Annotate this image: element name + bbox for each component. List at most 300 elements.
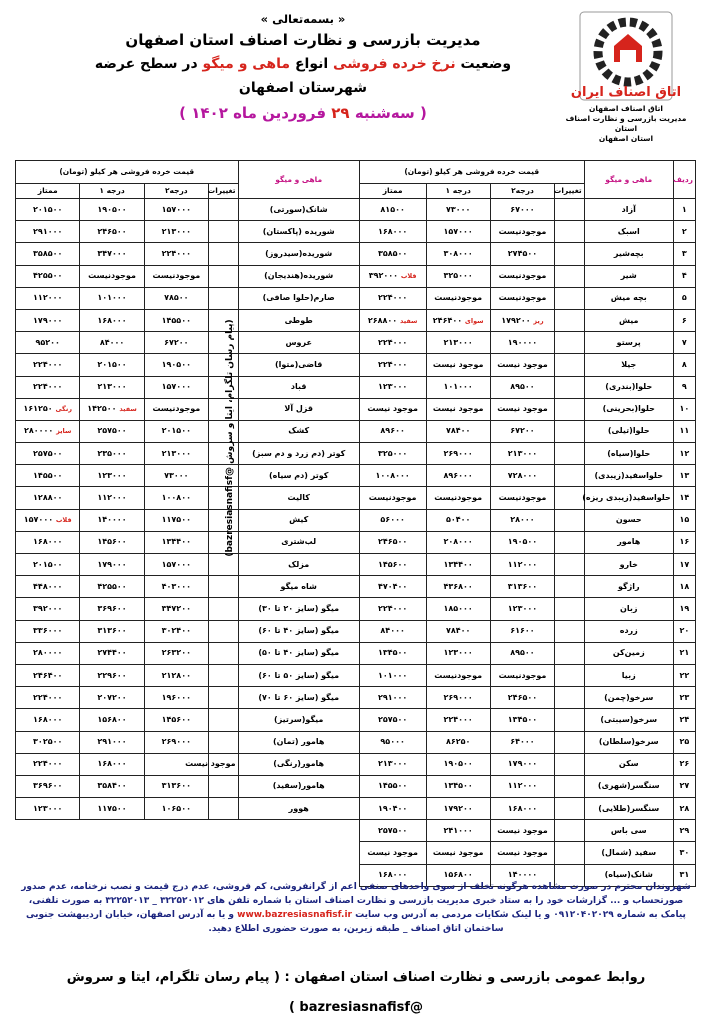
price-grade1-left: ۲۰۷۲۰۰ — [80, 687, 144, 709]
price-premium-left: ۱۶۸۰۰۰ — [16, 709, 80, 731]
price-change — [555, 531, 585, 553]
fish-name-left: کیش — [238, 509, 359, 531]
price-change — [555, 443, 585, 465]
row-number: ۱۸ — [673, 576, 695, 598]
row-number: ۱۰ — [673, 398, 695, 420]
row-number: ۲۳ — [673, 687, 695, 709]
row-number: ۱۷ — [673, 554, 695, 576]
table-row — [16, 332, 696, 354]
price-premium: ۲۴۶۵۰۰ — [359, 531, 426, 553]
fish-name-left: کوتر (دم زرد و دم سبز) — [238, 443, 359, 465]
price-grade2-left: ۶۷۲۰۰ — [144, 332, 208, 354]
price-grade1-left: موجودنیست — [80, 265, 144, 287]
price-grade2: ۸۹۵۰۰ — [490, 376, 554, 398]
price-grade2: موجود نیست — [490, 354, 554, 376]
price-grade1-left: ۳۴۷۰۰۰ — [80, 243, 144, 265]
row-number: ۳۱ — [673, 864, 695, 886]
fish-name: شانک(سیاه) — [584, 864, 673, 886]
price-grade1-left: ۴۲۵۵۰۰ — [80, 576, 144, 598]
price-grade1: ۷۸۴۰۰ — [426, 620, 490, 642]
price-change-left — [208, 598, 238, 620]
price-change-left — [208, 642, 238, 664]
table-row — [16, 509, 696, 531]
price-grade1: ۵۰۴۰۰ — [426, 509, 490, 531]
fish-name-left: هوور — [238, 798, 359, 820]
price-grade2-value: ۱۷۹۲۰۰ — [501, 315, 531, 325]
price-premium: ۲۲۴۰۰۰ — [359, 598, 426, 620]
price-premium: ۸۱۵۰۰ — [359, 199, 426, 221]
price-grade1-left: ۱۹۰۵۰۰ — [80, 199, 144, 221]
col-premium-right: ممتاز — [359, 184, 426, 199]
fish-name-left: میگو (سایز ۴۰ تا ۶۰) — [238, 620, 359, 642]
row-number: ۱۴ — [673, 487, 695, 509]
fish-name: آزاد — [584, 199, 673, 221]
price-premium-left: ۲۰۱۵۰۰ — [16, 199, 80, 221]
price-premium: ۸۹۶۰۰ — [359, 420, 426, 442]
col-premium-left: ممتاز — [16, 184, 80, 199]
price-premium: ۱۴۵۵۰۰ — [359, 775, 426, 797]
table-row — [16, 642, 696, 664]
row-number: ۲۹ — [673, 820, 695, 842]
price-change — [555, 753, 585, 775]
fish-name-left: میگو (سایز ۵۰ تا ۶۰) — [238, 664, 359, 686]
price-grade1: ۲۰۸۰۰۰ — [426, 531, 490, 553]
price-grade2-left: ۳۱۳۶۰۰ — [144, 775, 208, 797]
table-row — [16, 465, 696, 487]
price-premium-left: ۲۲۴۰۰۰ — [16, 687, 80, 709]
col-d2-left: درجه۲ — [144, 184, 208, 199]
table-row — [16, 798, 696, 820]
price-premium-left: ۲۸۰۰۰۰ — [16, 642, 80, 664]
fish-name-left: طوطی — [238, 309, 359, 331]
row-number: ۶ — [673, 309, 695, 331]
price-grade1: ۳۲۵۰۰۰ — [426, 265, 490, 287]
price-change — [555, 598, 585, 620]
price-grade2: ۶۷۰۰۰ — [490, 199, 554, 221]
price-grade2-left: ۱۴۵۵۰۰ — [144, 309, 208, 331]
price-grade1-left: ۱۱۷۵۰۰ — [80, 798, 144, 820]
fish-name-left: هامور(رنگی) — [238, 753, 359, 775]
price-premium-left-value: ۱۵۷۰۰۰ — [23, 515, 54, 525]
price-grade2-left: ۱۹۰۵۰۰ — [144, 354, 208, 376]
price-change — [555, 309, 585, 331]
table-row — [16, 287, 696, 309]
fish-name: زرده — [584, 620, 673, 642]
row-number: ۳ — [673, 243, 695, 265]
price-premium-left: ۲۹۱۰۰۰ — [16, 221, 80, 243]
row-number: ۱ — [673, 199, 695, 221]
price-grade2-left: ۳۰۲۴۰۰ — [144, 620, 208, 642]
price-change — [555, 265, 585, 287]
gear-logo-icon — [570, 8, 682, 104]
row-number: ۲۷ — [673, 775, 695, 797]
fish-name-left: میگو(سرتیز) — [238, 709, 359, 731]
price-premium — [359, 309, 426, 331]
price-grade1-left — [80, 398, 144, 420]
price-grade1: موجودنیست — [426, 487, 490, 509]
col-change-left: تغییرات — [208, 184, 238, 199]
price-change — [555, 221, 585, 243]
fish-name: حلوا(بندری) — [584, 376, 673, 398]
price-grade1: ۲۱۳۰۰۰ — [426, 332, 490, 354]
price-grade2-left: ۱۱۷۵۰۰ — [144, 509, 208, 531]
price-grade2: ۸۹۵۰۰ — [490, 642, 554, 664]
table-row — [16, 221, 696, 243]
fish-name: سکن — [584, 753, 673, 775]
price-grade2-left: ۱۴۵۶۰۰ — [144, 709, 208, 731]
price-grade2: ۱۶۸۰۰۰ — [490, 798, 554, 820]
price-change-left — [208, 199, 238, 221]
price-grade2-left: ۱۹۶۰۰۰ — [144, 687, 208, 709]
row-number: ۲۲ — [673, 664, 695, 686]
basmala: « بسمه‌تعالی » — [260, 12, 346, 26]
price-grade2 — [490, 309, 554, 331]
row-number: ۴ — [673, 265, 695, 287]
price-grade2-left: ۲۱۳۰۰۰ — [144, 443, 208, 465]
price-grade2: موجودنیست — [490, 221, 554, 243]
price-premium: ۱۹۰۴۰۰ — [359, 798, 426, 820]
price-grade2-left: ۲۱۳۰۰۰ — [144, 221, 208, 243]
price-premium-left-tag: رنگی — [55, 405, 73, 414]
price-grade1: موجود نیست — [426, 842, 490, 864]
price-premium-left — [16, 398, 80, 420]
row-number: ۸ — [673, 354, 695, 376]
price-grade1-left: ۱۴۵۶۰۰ — [80, 531, 144, 553]
col-name-left: ماهی و میگو — [238, 161, 359, 199]
col-d1-left: درجه ۱ — [80, 184, 144, 199]
price-premium: ۱۴۵۶۰۰ — [359, 554, 426, 576]
price-change-left — [208, 620, 238, 642]
table-row — [16, 398, 696, 420]
price-grade1-left: ۲۰۱۵۰۰ — [80, 354, 144, 376]
price-premium: ۲۵۷۵۰۰ — [359, 709, 426, 731]
row-number: ۲۱ — [673, 642, 695, 664]
fish-name: سنگسر(طلایی) — [584, 798, 673, 820]
price-grade2-left: موجودنیست — [144, 398, 208, 420]
fish-name-left: کالیت — [238, 487, 359, 509]
price-grade1: ۲۴۱۰۰۰ — [426, 820, 490, 842]
price-grade2: موجود نیست — [490, 842, 554, 864]
fish-name: زمین‌کن — [584, 642, 673, 664]
col-d2-right: درجه۲ — [490, 184, 554, 199]
fish-name-left: میگو (سایز ۶۰ تا ۷۰) — [238, 687, 359, 709]
logo-brand: اتاق اصناف ایران — [570, 85, 682, 100]
price-premium: ۲۵۷۵۰۰ — [359, 820, 426, 842]
price-premium-left: ۳۹۲۰۰۰ — [16, 598, 80, 620]
table-row — [16, 199, 696, 221]
price-change-left — [208, 687, 238, 709]
price-grade1-left: ۲۱۳۰۰۰ — [80, 376, 144, 398]
fish-name-left: شاه میگو — [238, 576, 359, 598]
fish-name: هامور — [584, 531, 673, 553]
price-premium-tag: سفید — [399, 316, 418, 325]
table-row — [16, 753, 696, 775]
price-grade2: موجود نیست — [490, 820, 554, 842]
price-grade2: ۶۱۶۰۰ — [490, 620, 554, 642]
price-premium-tag: قلاب — [400, 272, 417, 281]
table-row — [16, 820, 696, 842]
price-grade1: ۴۳۶۸۰۰ — [426, 576, 490, 598]
price-grade1: ۱۵۶۸۰۰ — [426, 864, 490, 886]
row-number: ۱۲ — [673, 443, 695, 465]
price-table-body — [16, 161, 696, 887]
price-grade2: ۱۳۴۵۰۰ — [490, 709, 554, 731]
empty-area — [16, 820, 360, 887]
price-change — [555, 354, 585, 376]
price-grade2-left: ۱۵۷۰۰۰ — [144, 199, 208, 221]
table-row — [16, 243, 696, 265]
row-number: ۹ — [673, 376, 695, 398]
fish-name-left: عروس — [238, 332, 359, 354]
price-grade2: ۱۹۰۵۰۰ — [490, 531, 554, 553]
price-grade2-left: ۱۵۷۰۰۰ — [144, 554, 208, 576]
price-premium: ۲۲۴۰۰۰ — [359, 332, 426, 354]
price-grade1-left: ۲۲۹۶۰۰ — [80, 664, 144, 686]
fish-name: بچه‌شیر — [584, 243, 673, 265]
price-grade1: ۱۳۴۵۰۰ — [426, 775, 490, 797]
price-grade1: ۲۶۹۰۰۰ — [426, 443, 490, 465]
price-grade1-left: ۱۶۸۰۰۰ — [80, 309, 144, 331]
table-row — [16, 376, 696, 398]
price-change — [555, 487, 585, 509]
price-grade1: ۳۰۸۰۰۰ — [426, 243, 490, 265]
price-grade1-left: ۱۱۲۰۰۰ — [80, 487, 144, 509]
price-grade2-left: ۱۳۴۴۰۰ — [144, 531, 208, 553]
row-number: ۲ — [673, 221, 695, 243]
col-d1-right: درجه ۱ — [426, 184, 490, 199]
price-premium: ۱۶۸۰۰۰ — [359, 864, 426, 886]
table-row — [16, 664, 696, 686]
price-grade1: موجود نیست — [426, 398, 490, 420]
price-grade2: ۳۱۳۶۰۰ — [490, 576, 554, 598]
price-grade1: ۸۹۶۰۰۰ — [426, 465, 490, 487]
fish-name: حسون — [584, 509, 673, 531]
price-grade1: ۷۸۴۰۰ — [426, 420, 490, 442]
price-grade1-left: ۳۶۹۶۰۰ — [80, 598, 144, 620]
fish-name: شیر — [584, 265, 673, 287]
price-premium-left: ۲۲۴۰۰۰ — [16, 354, 80, 376]
price-premium-left: ۳۶۹۶۰۰ — [16, 775, 80, 797]
price-grade1: ۲۶۹۰۰۰ — [426, 687, 490, 709]
price-grade2: ۲۴۶۵۰۰ — [490, 687, 554, 709]
price-grade2: موجودنیست — [490, 487, 554, 509]
price-change-left — [208, 265, 238, 287]
price-grade1: ۱۹۰۵۰۰ — [426, 753, 490, 775]
price-premium-value: ۳۹۲۰۰۰ — [368, 271, 399, 281]
price-change-left — [208, 576, 238, 598]
table-row — [16, 775, 696, 797]
price-grade2: ۲۷۴۵۰۰ — [490, 243, 554, 265]
price-premium-left: ۲۲۴۰۰۰ — [16, 753, 80, 775]
price-premium-value: ۲۶۸۸۰۰ — [367, 315, 398, 325]
price-grade2: ۲۱۳۰۰۰ — [490, 443, 554, 465]
price-change-left — [208, 775, 238, 797]
fish-name: میش — [584, 309, 673, 331]
fish-name-left: شوریده (پاکستان) — [238, 221, 359, 243]
price-change — [555, 332, 585, 354]
price-premium-left-value: ۲۸۰۰۰۰ — [23, 426, 54, 436]
price-change-left — [208, 709, 238, 731]
price-premium-left: ۲۰۱۵۰۰ — [16, 554, 80, 576]
table-row — [16, 554, 696, 576]
price-grade1: ۱۵۷۰۰۰ — [426, 221, 490, 243]
price-premium: موجودنیست — [359, 487, 426, 509]
price-grade1-left-value: ۱۴۲۵۰۰ — [87, 404, 117, 414]
row-number: ۱۳ — [673, 465, 695, 487]
price-premium: ۴۷۰۴۰۰ — [359, 576, 426, 598]
price-grade1-left: ۸۴۰۰۰ — [80, 332, 144, 354]
col-name-right: ماهی و میگو — [584, 161, 673, 199]
fish-name: سرخو(چمن) — [584, 687, 673, 709]
row-number: ۷ — [673, 332, 695, 354]
fish-name-left: قاضی(متوا) — [238, 354, 359, 376]
row-number: ۱۶ — [673, 531, 695, 553]
row-number: ۲۰ — [673, 620, 695, 642]
price-premium: ۸۴۰۰۰ — [359, 620, 426, 642]
price-grade1-left: ۱۶۸۰۰۰ — [80, 753, 144, 775]
price-change — [555, 775, 585, 797]
sheet-title: وضعیت نرخ خرده فروشی انواع ماهی و میگو در سطح عرضه شهرستان اصفهان — [94, 56, 512, 96]
price-change — [555, 465, 585, 487]
table-row — [16, 687, 696, 709]
fish-name: راژگو — [584, 576, 673, 598]
website-link[interactable]: www.bazresiasnafisf.ir — [237, 910, 352, 920]
row-number: ۲۴ — [673, 709, 695, 731]
price-grade2: ۱۴۰۰۰۰ — [490, 864, 554, 886]
fish-name: حلوا(بحرینی) — [584, 398, 673, 420]
price-premium: ۱۲۳۰۰۰ — [359, 376, 426, 398]
price-grade2-tag: ریز — [533, 316, 544, 325]
row-number: ۱۱ — [673, 420, 695, 442]
price-grade2-left: ۷۸۵۰۰ — [144, 287, 208, 309]
price-grade1: ۱۸۵۰۰۰ — [426, 598, 490, 620]
fish-name-left: قباد — [238, 376, 359, 398]
price-change — [555, 642, 585, 664]
price-premium: ۳۲۵۰۰۰ — [359, 443, 426, 465]
price-grade1-left: ۲۴۶۵۰۰ — [80, 221, 144, 243]
table-row — [16, 265, 696, 287]
fish-name-left: میگو (سایز ۲۰ تا ۳۰) — [238, 598, 359, 620]
price-grade2: موجودنیست — [490, 664, 554, 686]
fish-name-left: لب‌شتری — [238, 531, 359, 553]
price-change — [555, 620, 585, 642]
price-grade2: ۱۲۳۰۰۰ — [490, 598, 554, 620]
price-premium — [359, 265, 426, 287]
footer-p2: پیامک به شماره ۰۹۱۲۰۴۰۲۰۲۹ و یا لینک شکایات مردمی به آدرس وب سایت www.bazresiasnafisf.ir و یا به آدرس اصفهان، خیابان اردیبهشت جنوبی — [26, 910, 686, 920]
row-number: ۱۹ — [673, 598, 695, 620]
price-premium: ۱۰۱۰۰۰ — [359, 664, 426, 686]
price-grade1-left: ۲۳۵۰۰۰ — [80, 443, 144, 465]
price-change-left — [208, 221, 238, 243]
price-premium: ۱۳۴۵۰۰ — [359, 642, 426, 664]
price-premium: موجود نیست — [359, 842, 426, 864]
price-change-left: موجود نیست — [208, 753, 238, 775]
logo-line3: استان اصفهان — [598, 134, 654, 143]
fish-name-left: میگو (سایز ۴۰ تا ۵۰) — [238, 642, 359, 664]
price-premium: موجود نیست — [359, 398, 426, 420]
fish-name-left: مزلک — [238, 554, 359, 576]
table-row — [16, 731, 696, 753]
price-grade1: ۱۰۱۰۰۰ — [426, 376, 490, 398]
price-premium-left: ۴۲۵۵۰۰ — [16, 265, 80, 287]
price-change — [555, 820, 585, 842]
row-number: ۲۶ — [673, 753, 695, 775]
fish-name: اسبک — [584, 221, 673, 243]
price-grade2: ۱۹۰۰۰۰ — [490, 332, 554, 354]
price-grade2-left: ۷۳۰۰۰ — [144, 465, 208, 487]
price-premium-left-tag: سایز — [56, 427, 72, 436]
fish-name: حلواسفید(زیبدی ریزه) — [584, 487, 673, 509]
price-grade1-left: ۲۷۴۴۰۰ — [80, 642, 144, 664]
fish-name-left: شانک(سورتی) — [238, 199, 359, 221]
sheet-date: ( سه‌شنبه ۲۹ فروردین ماه ۱۴۰۲ ) — [179, 104, 427, 122]
fish-name: حلواسفید(زیبدی) — [584, 465, 673, 487]
fish-name-left: هامور(سفید) — [238, 775, 359, 797]
price-change — [555, 420, 585, 442]
fish-name-left: قزل آلا — [238, 398, 359, 420]
price-change — [555, 687, 585, 709]
price-premium: ۱۶۸۰۰۰ — [359, 221, 426, 243]
price-grade2-left: ۲۰۱۵۰۰ — [144, 420, 208, 442]
col-change-right: تغییرات — [555, 184, 585, 199]
price-premium-left: ۳۳۶۰۰۰ — [16, 620, 80, 642]
price-grade1: موجودنیست — [426, 664, 490, 686]
side-banner: (پیام رسان تلگرام، ایتا و سروش @bazresiasnafisf) — [225, 319, 235, 557]
price-change — [555, 798, 585, 820]
price-grade1-tag: سوای — [464, 316, 484, 325]
price-grade2-left: ۲۱۲۸۰۰ — [144, 664, 208, 686]
table-row — [16, 598, 696, 620]
price-grade1-left: ۱۷۹۰۰۰ — [80, 554, 144, 576]
fish-name-left: صارم(حلوا صافی) — [238, 287, 359, 309]
price-grade2-left: ۳۴۷۲۰۰ — [144, 598, 208, 620]
fish-name: حلوا(تیلی) — [584, 420, 673, 442]
price-grade1: ۱۲۳۰۰۰ — [426, 642, 490, 664]
price-grade1-left-tag: سفید — [119, 405, 137, 414]
fish-name-left: کشک — [238, 420, 359, 442]
row-number: ۵ — [673, 287, 695, 309]
guild-logo — [557, 8, 695, 154]
price-change — [555, 554, 585, 576]
price-grade2: ۱۷۹۰۰۰ — [490, 753, 554, 775]
price-change — [555, 398, 585, 420]
price-change-left — [208, 243, 238, 265]
price-grade1-left: ۳۱۳۶۰۰ — [80, 620, 144, 642]
price-premium: ۵۶۰۰۰ — [359, 509, 426, 531]
price-table — [15, 160, 696, 887]
footer-p3: ساختمان اتاق اصناف _ طبقه زیرین، به صورت حضوری اطلاع دهید. — [208, 924, 504, 934]
price-premium-left: ۱۴۵۵۰۰ — [16, 465, 80, 487]
price-change-left — [208, 731, 238, 753]
price-premium-left: ۲۲۴۰۰۰ — [16, 376, 80, 398]
price-grade1-left: ۱۰۱۰۰۰ — [80, 287, 144, 309]
row-number: ۲۵ — [673, 731, 695, 753]
fish-name: حلوا(سیاه) — [584, 443, 673, 465]
table-row — [16, 354, 696, 376]
row-number: ۳۰ — [673, 842, 695, 864]
price-premium-left: ۹۵۲۰۰ — [16, 332, 80, 354]
price-grade1: ۱۳۴۴۰۰ — [426, 554, 490, 576]
fish-name: زبان — [584, 598, 673, 620]
org-title: مدیریت بازرسی و نظارت اصناف استان اصفهان — [125, 31, 481, 49]
header-text — [68, 10, 538, 126]
col-price-group-left: قیمت خرده فروشی هر کیلو (تومان) — [16, 161, 239, 184]
fish-name: جیلا — [584, 354, 673, 376]
table-row — [16, 443, 696, 465]
fish-name-left: هامور (تمان) — [238, 731, 359, 753]
price-grade2-left: ۱۰۶۵۰۰ — [144, 798, 208, 820]
fish-name-left: کوتر (دم سیاه) — [238, 465, 359, 487]
